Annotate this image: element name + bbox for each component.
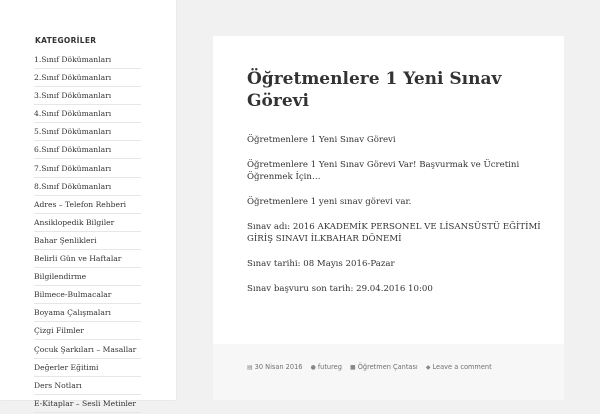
folder-icon: ■ bbox=[350, 364, 356, 371]
category-link[interactable]: Ders Notları bbox=[34, 378, 141, 395]
category-link[interactable]: Ansiklopedik Bilgiler bbox=[34, 215, 141, 232]
post-author: futureg bbox=[317, 363, 342, 371]
category-link[interactable]: 5.Sınıf Dökümanları bbox=[34, 124, 141, 141]
category-link[interactable]: 8.Sınıf Dökümanları bbox=[34, 179, 141, 196]
category-link[interactable]: Çocuk Şarkıları – Masallar bbox=[34, 342, 141, 359]
post-author-link[interactable] bbox=[311, 363, 342, 371]
post-paragraph: Öğretmenlere 1 Yeni Sınav Görevi Var! Başvurmak ve Ücretini Öğrenmek İçin… bbox=[247, 159, 520, 183]
category-link[interactable]: Çizgi Filmler bbox=[34, 323, 141, 340]
post-title[interactable]: Öğretmenlere 1 Yeni Sınav Görevi bbox=[247, 69, 502, 111]
post-paragraph: Sınav başvuru son tarih: 29.04.2016 10:00 bbox=[247, 283, 433, 294]
leave-comment: Leave a comment bbox=[432, 363, 492, 371]
categories-widget-title: KATEGORİLER bbox=[35, 36, 97, 45]
category-link[interactable]: 3.Sınıf Dökümanları bbox=[34, 88, 141, 105]
category-link[interactable]: 6.Sınıf Dökümanları bbox=[34, 142, 141, 159]
post-date-link[interactable] bbox=[247, 363, 302, 371]
category-list bbox=[34, 52, 141, 414]
sidebar bbox=[0, 0, 176, 408]
user-icon: ● bbox=[310, 364, 316, 371]
category-link[interactable]: Bilgilendirme bbox=[34, 269, 141, 286]
category-link[interactable]: Belirli Gün ve Haftalar bbox=[34, 251, 141, 268]
post-paragraph: Sınav adı: 2016 AKADEMİK PERSONEL VE LİSANSÜSTÜ EĞİTİMİ GİRİŞ SINAVI İLKBAHAR DÖNEMİ bbox=[247, 221, 541, 245]
post-card bbox=[213, 36, 564, 400]
comment-icon: ◆ bbox=[425, 364, 431, 371]
post-paragraph: Öğretmenlere 1 yeni sınav görevi var. bbox=[247, 197, 412, 207]
post-content bbox=[247, 134, 547, 308]
category-link[interactable]: Boyama Çalışmaları bbox=[34, 305, 141, 322]
category-link[interactable]: 2.Sınıf Dökümanları bbox=[34, 70, 141, 87]
leave-comment-link[interactable] bbox=[426, 363, 492, 371]
post-paragraph: Sınav tarihi: 08 Mayıs 2016-Pazar bbox=[247, 259, 395, 269]
category-link[interactable]: E-Kitaplar – Sesli Metinler bbox=[34, 396, 141, 413]
post-category-link[interactable] bbox=[350, 363, 418, 371]
post-date: 30 Nisan 2016 bbox=[254, 363, 303, 371]
category-link[interactable]: 7.Sınıf Dökümanları bbox=[34, 161, 141, 178]
post-footer bbox=[213, 344, 564, 400]
category-link[interactable]: Bilmece-Bulmacalar bbox=[34, 287, 141, 304]
category-link[interactable]: Adres – Telefon Rehberi bbox=[34, 197, 141, 214]
calendar-icon: ▤ bbox=[247, 364, 253, 371]
category-link[interactable]: 4.Sınıf Dökümanları bbox=[34, 106, 141, 123]
category-link[interactable]: Değerler Eğitimi bbox=[34, 360, 141, 377]
post-category: Öğretmen Çantası bbox=[357, 363, 418, 371]
post-meta bbox=[247, 363, 498, 371]
category-link[interactable]: Bahar Şenlikleri bbox=[34, 233, 141, 250]
category-link[interactable]: 1.Sınıf Dökümanları bbox=[34, 52, 141, 69]
post-paragraph: Öğretmenlere 1 Yeni Sınav Görevi bbox=[247, 135, 396, 145]
